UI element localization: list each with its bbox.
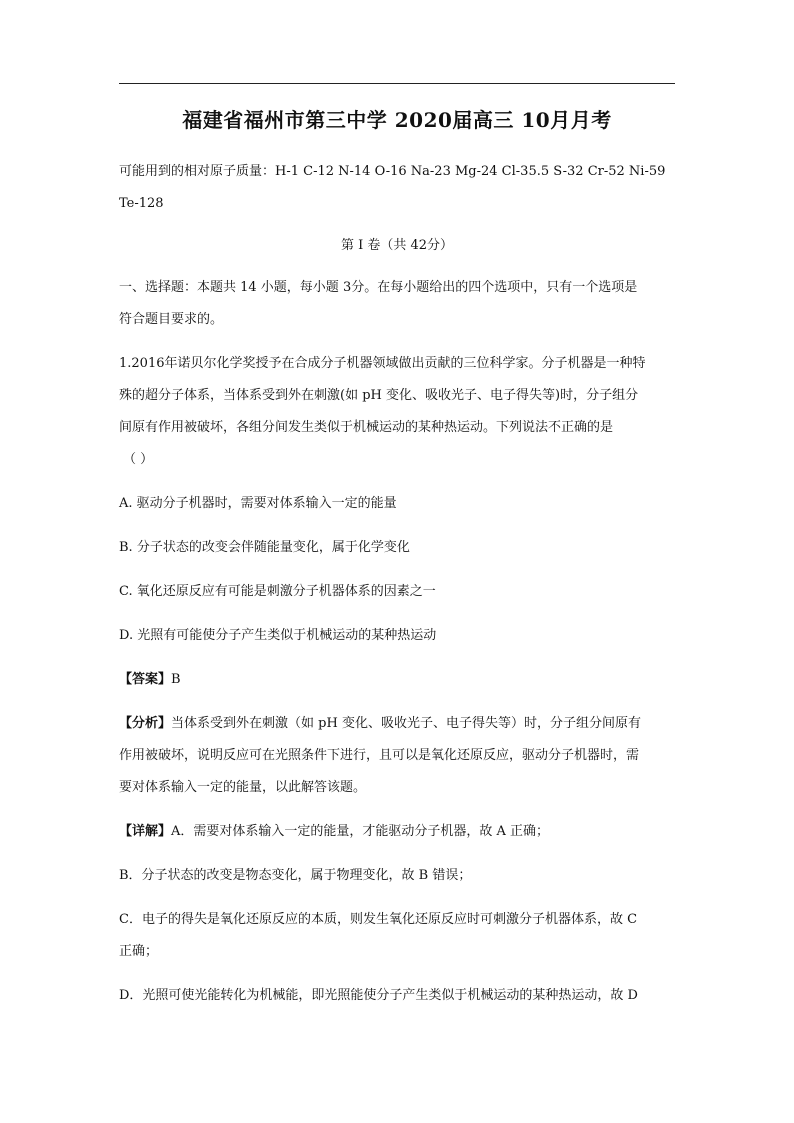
option-b-text: B. 分子状态的改变会伴随能量变化，属于化学变化 xyxy=(119,540,410,555)
question-1 xyxy=(119,348,675,476)
analysis-line-2: 作用被破坏，说明反应可在光照条件下进行，且可以是氧化还原反应，驱动分子机器时，需 xyxy=(119,748,640,763)
analysis-block xyxy=(119,708,675,804)
analysis-line-3: 要对体系输入一定的能量，以此解答该题。 xyxy=(119,780,367,795)
option-b xyxy=(119,532,675,564)
option-a-text: A. 驱动分子机器时，需要对体系输入一定的能量 xyxy=(119,496,397,511)
instructions xyxy=(119,272,675,336)
analysis-text-1: 当体系受到外在刺激（如 pH 变化、吸收光子、电子得失等）时，分子组分间原有 xyxy=(171,716,641,731)
detail-line-b: B．分子状态的改变是物态变化，属于物理变化，故 B 错误； xyxy=(119,868,472,883)
detail-c-block xyxy=(119,904,675,968)
answer-tag: 【答案】 xyxy=(119,672,172,687)
option-c xyxy=(119,576,675,608)
option-c-text: C. 氧化还原反应有可能是刺激分子机器体系的因素之一 xyxy=(119,584,436,599)
atomic-masses-line-1: 可能用到的相对原子质量：H-1 C-12 N-14 O-16 Na-23 Mg-24 Cl-35.5 S-32 Cr-52 Ni-59 xyxy=(119,164,666,179)
instructions-line-1: 一、选择题：本题共 14 小题，每小题 3分。在每小题给出的四个选项中，只有一个选项是 xyxy=(119,280,638,295)
detail-tag: 【详解】 xyxy=(119,824,172,839)
answer-value: B xyxy=(171,672,181,687)
option-d-text: D. 光照有可能使分子产生类似于机械运动的某种热运动 xyxy=(119,628,437,643)
detail-line-a xyxy=(119,816,675,848)
detail-b-block xyxy=(119,860,675,892)
header-rule xyxy=(119,83,675,84)
page-title: 福建省福州市第三中学 2020届高三 10月月考 xyxy=(182,108,612,132)
detail-block xyxy=(119,816,675,848)
question-1-line-3: 间原有作用被破坏，各组分间发生类似于机械运动的某种热运动。下列说法不正确的是 xyxy=(119,420,614,435)
section-heading: 第 I 卷（共 42分） xyxy=(340,238,454,253)
question-1-line-1: 1.2016年诺贝尔化学奖授予在合成分子机器领域做出贡献的三位科学家。分子机器是一种特 xyxy=(119,356,646,371)
answer-line xyxy=(119,664,675,696)
atomic-masses xyxy=(119,156,675,220)
atomic-masses-line-2: Te-128 xyxy=(119,196,164,211)
detail-text-a: A．需要对体系输入一定的能量，才能驱动分子机器，故 A 正确； xyxy=(171,824,550,839)
answer-bracket: （ ） xyxy=(123,452,154,467)
option-d xyxy=(119,620,675,652)
detail-line-c-1: C．电子的得失是氧化还原反应的本质，则发生氧化还原反应时可刺激分子机器体系，故 C xyxy=(119,912,638,927)
answer-block xyxy=(119,664,675,696)
detail-line-d: D．光照可使光能转化为机械能，即光照能使分子产生类似于机械运动的某种热运动，故 D xyxy=(119,988,638,1003)
analysis-tag: 【分析】 xyxy=(119,716,172,731)
detail-d-block xyxy=(119,980,675,1012)
detail-line-c-2: 正确； xyxy=(119,944,159,959)
question-1-line-2: 殊的超分子体系，当体系受到外在刺激(如 pH 变化、吸收光子、电子得失等)时，分子组分 xyxy=(119,388,639,403)
analysis-line-1 xyxy=(119,708,675,740)
instructions-line-2: 符合题目要求的。 xyxy=(119,312,224,327)
document-body xyxy=(119,100,675,1012)
option-a xyxy=(119,488,675,520)
